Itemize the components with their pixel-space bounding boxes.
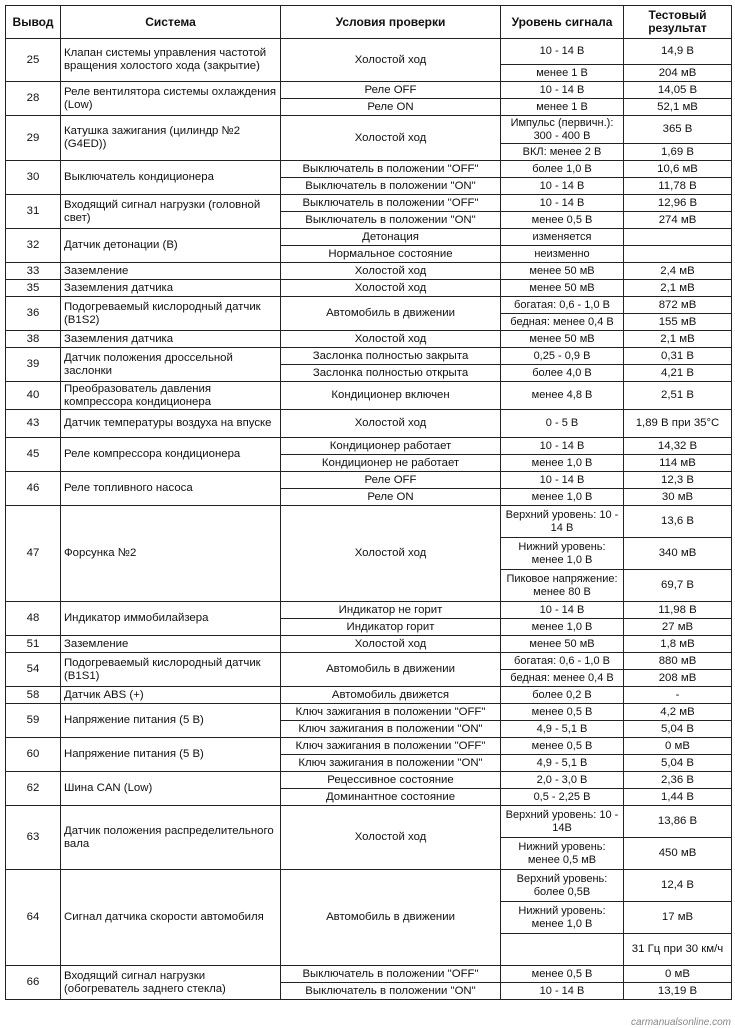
result-cell: 1,89 В при 35°С [624, 410, 732, 438]
system-cell: Входящий сигнал нагрузки (обогреватель заднего стекла) [61, 966, 281, 1000]
level-cell: неизменно [501, 246, 624, 263]
condition-cell: Автомобиль движется [281, 687, 501, 704]
level-cell: менее 50 мВ [501, 263, 624, 280]
table-row [6, 382, 732, 410]
table-row [6, 472, 732, 489]
pin-cell: 40 [6, 382, 61, 410]
level-cell: Пиковое напряжение: менее 80 В [501, 570, 624, 602]
condition-cell: Доминантное состояние [281, 789, 501, 806]
pin-cell: 64 [6, 870, 61, 966]
level-cell: менее 0,5 В [501, 966, 624, 983]
level-cell: более 4,0 В [501, 365, 624, 382]
system-cell: Заземление [61, 263, 281, 280]
table-row [6, 116, 732, 144]
result-cell: 2,51 В [624, 382, 732, 410]
level-cell: 10 - 14 В [501, 178, 624, 195]
table-row [6, 161, 732, 178]
table-row [6, 410, 732, 438]
system-cell: Заземление [61, 636, 281, 653]
result-cell: 1,69 В [624, 144, 732, 161]
condition-cell: Холостой ход [281, 39, 501, 82]
pin-cell: 59 [6, 704, 61, 738]
level-cell: Нижний уровень: менее 0,5 мВ [501, 838, 624, 870]
pin-cell: 35 [6, 280, 61, 297]
level-cell: 2,0 - 3,0 В [501, 772, 624, 789]
condition-cell: Ключ зажигания в положении "ON" [281, 755, 501, 772]
condition-cell: Кондиционер включен [281, 382, 501, 410]
system-cell: Клапан системы управления частотой вращения холостого хода (закрытие) [61, 39, 281, 82]
pin-cell: 66 [6, 966, 61, 1000]
result-cell: 14,32 В [624, 438, 732, 455]
level-cell: менее 0,5 В [501, 738, 624, 755]
level-cell: 4,9 - 5,1 В [501, 755, 624, 772]
result-cell: 0,31 В [624, 348, 732, 365]
result-cell: 13,86 В [624, 806, 732, 838]
result-cell: 2,1 мВ [624, 331, 732, 348]
level-cell: 0,5 - 2,25 В [501, 789, 624, 806]
level-cell: 10 - 14 В [501, 983, 624, 1000]
result-cell: 11,98 В [624, 602, 732, 619]
level-cell: 10 - 14 В [501, 438, 624, 455]
condition-cell: Ключ зажигания в положении "ON" [281, 721, 501, 738]
level-cell: более 0,2 В [501, 687, 624, 704]
table-row [6, 348, 732, 365]
result-cell: 450 мВ [624, 838, 732, 870]
pin-cell: 58 [6, 687, 61, 704]
result-cell: 69,7 В [624, 570, 732, 602]
result-cell: 2,36 В [624, 772, 732, 789]
result-cell: 155 мВ [624, 314, 732, 331]
condition-cell: Холостой ход [281, 263, 501, 280]
condition-cell: Нормальное состояние [281, 246, 501, 263]
condition-cell: Реле ON [281, 99, 501, 116]
result-cell: 872 мВ [624, 297, 732, 314]
result-cell: 11,78 В [624, 178, 732, 195]
header-result: Тестовый результат [624, 6, 732, 39]
system-cell: Реле вентилятора системы охлаждения (Low) [61, 82, 281, 116]
result-cell: 5,04 В [624, 721, 732, 738]
pin-cell: 62 [6, 772, 61, 806]
result-cell: 1,8 мВ [624, 636, 732, 653]
result-cell: 13,6 В [624, 506, 732, 538]
level-cell: 4,9 - 5,1 В [501, 721, 624, 738]
pin-cell: 30 [6, 161, 61, 195]
condition-cell: Холостой ход [281, 506, 501, 602]
condition-cell: Индикатор горит [281, 619, 501, 636]
level-cell: менее 50 мВ [501, 280, 624, 297]
pin-cell: 25 [6, 39, 61, 82]
level-cell: богатая: 0,6 - 1,0 В [501, 297, 624, 314]
pin-cell: 48 [6, 602, 61, 636]
condition-cell: Холостой ход [281, 116, 501, 161]
pin-cell: 36 [6, 297, 61, 331]
header-level: Уровень сигнала [501, 6, 624, 39]
level-cell: Нижний уровень: менее 1,0 В [501, 902, 624, 934]
pin-cell: 54 [6, 653, 61, 687]
level-cell: богатая: 0,6 - 1,0 В [501, 653, 624, 670]
condition-cell: Заслонка полностью открыта [281, 365, 501, 382]
condition-cell: Рецессивное состояние [281, 772, 501, 789]
result-cell: 4,2 мВ [624, 704, 732, 721]
condition-cell: Автомобиль в движении [281, 870, 501, 966]
condition-cell: Индикатор не горит [281, 602, 501, 619]
result-cell: 17 мВ [624, 902, 732, 934]
pin-cell: 60 [6, 738, 61, 772]
result-cell: 114 мВ [624, 455, 732, 472]
system-cell: Напряжение питания (5 В) [61, 704, 281, 738]
system-cell: Заземления датчика [61, 280, 281, 297]
level-cell: менее 1,0 В [501, 455, 624, 472]
level-cell: менее 4,8 В [501, 382, 624, 410]
table-row [6, 82, 732, 99]
pin-cell: 31 [6, 195, 61, 229]
system-cell: Входящий сигнал нагрузки (головной свет) [61, 195, 281, 229]
result-cell: 2,4 мВ [624, 263, 732, 280]
pin-cell: 43 [6, 410, 61, 438]
table-row [6, 738, 732, 755]
result-cell: 1,44 В [624, 789, 732, 806]
header-pin: Вывод [6, 6, 61, 39]
result-cell: 12,3 В [624, 472, 732, 489]
condition-cell: Выключатель в положении "ON" [281, 212, 501, 229]
condition-cell: Выключатель в положении "OFF" [281, 161, 501, 178]
result-cell: 0 мВ [624, 738, 732, 755]
system-cell: Датчик положения распределительного вала [61, 806, 281, 870]
level-cell: бедная: менее 0,4 В [501, 314, 624, 331]
system-cell: Реле компрессора кондиционера [61, 438, 281, 472]
condition-cell: Реле OFF [281, 472, 501, 489]
result-cell: 274 мВ [624, 212, 732, 229]
header-condition: Условия проверки [281, 6, 501, 39]
pin-cell: 28 [6, 82, 61, 116]
level-cell: 10 - 14 В [501, 195, 624, 212]
pin-cell: 46 [6, 472, 61, 506]
table-row [6, 653, 732, 670]
result-cell: 14,05 В [624, 82, 732, 99]
result-cell: 0 мВ [624, 966, 732, 983]
condition-cell: Холостой ход [281, 280, 501, 297]
condition-cell: Заслонка полностью закрыта [281, 348, 501, 365]
table-row [6, 602, 732, 619]
result-cell: 14,9 В [624, 39, 732, 65]
level-cell: менее 1,0 В [501, 489, 624, 506]
table-row [6, 772, 732, 789]
result-cell [624, 246, 732, 263]
signal-table [5, 5, 732, 1000]
level-cell: менее 50 мВ [501, 636, 624, 653]
condition-cell: Выключатель в положении "ON" [281, 178, 501, 195]
condition-cell: Реле ON [281, 489, 501, 506]
condition-cell: Ключ зажигания в положении "OFF" [281, 738, 501, 755]
condition-cell: Выключатель в положении "ON" [281, 983, 501, 1000]
table-row [6, 39, 732, 65]
condition-cell: Автомобиль в движении [281, 653, 501, 687]
result-cell: 208 мВ [624, 670, 732, 687]
level-cell: Верхний уровень: более 0,5В [501, 870, 624, 902]
table-row [6, 229, 732, 246]
level-cell: Верхний уровень: 10 - 14В [501, 806, 624, 838]
level-cell: менее 1 В [501, 99, 624, 116]
pin-cell: 29 [6, 116, 61, 161]
system-cell: Выключатель кондиционера [61, 161, 281, 195]
pin-cell: 47 [6, 506, 61, 602]
result-cell: 52,1 мВ [624, 99, 732, 116]
system-cell: Напряжение питания (5 В) [61, 738, 281, 772]
result-cell: 12,4 В [624, 870, 732, 902]
condition-cell: Ключ зажигания в положении "OFF" [281, 704, 501, 721]
system-cell: Датчик детонации (В) [61, 229, 281, 263]
system-cell: Шина CAN (Low) [61, 772, 281, 806]
result-cell: 12,96 В [624, 195, 732, 212]
system-cell: Подогреваемый кислородный датчик (B1S1) [61, 653, 281, 687]
pin-cell: 39 [6, 348, 61, 382]
level-cell: Импульс (первичн.): 300 - 400 В [501, 116, 624, 144]
result-cell: 31 Гц при 30 км/ч [624, 934, 732, 966]
level-cell: изменяется [501, 229, 624, 246]
level-cell: 10 - 14 В [501, 472, 624, 489]
result-cell: 4,21 В [624, 365, 732, 382]
result-cell: 204 мВ [624, 65, 732, 82]
condition-cell: Кондиционер не работает [281, 455, 501, 472]
table-row [6, 195, 732, 212]
result-cell: 365 В [624, 116, 732, 144]
table-row [6, 263, 732, 280]
system-cell: Катушка зажигания (цилиндр №2 (G4ED)) [61, 116, 281, 161]
system-cell: Заземления датчика [61, 331, 281, 348]
level-cell: 0,25 - 0,9 В [501, 348, 624, 365]
header-row [6, 6, 732, 39]
system-cell: Подогреваемый кислородный датчик (B1S2) [61, 297, 281, 331]
pin-cell: 51 [6, 636, 61, 653]
result-cell: 2,1 мВ [624, 280, 732, 297]
result-cell: 10,6 мВ [624, 161, 732, 178]
watermark: carmanualsonline.com [630, 1017, 731, 1028]
system-cell: Форсунка №2 [61, 506, 281, 602]
result-cell: 27 мВ [624, 619, 732, 636]
condition-cell: Холостой ход [281, 806, 501, 870]
level-cell: ВКЛ: менее 2 В [501, 144, 624, 161]
level-cell: менее 50 мВ [501, 331, 624, 348]
table-row [6, 704, 732, 721]
level-cell: 10 - 14 В [501, 82, 624, 99]
result-cell [624, 229, 732, 246]
pin-cell: 38 [6, 331, 61, 348]
condition-cell: Холостой ход [281, 331, 501, 348]
table-row [6, 806, 732, 838]
table-row [6, 280, 732, 297]
table-row [6, 506, 732, 538]
condition-cell: Реле OFF [281, 82, 501, 99]
level-cell: 10 - 14 В [501, 39, 624, 65]
result-cell: 30 мВ [624, 489, 732, 506]
table-row [6, 870, 732, 902]
table-row [6, 966, 732, 983]
level-cell: 0 - 5 В [501, 410, 624, 438]
system-cell: Датчик положения дроссельной заслонки [61, 348, 281, 382]
level-cell: бедная: менее 0,4 В [501, 670, 624, 687]
system-cell: Датчик температуры воздуха на впуске [61, 410, 281, 438]
level-cell: 10 - 14 В [501, 602, 624, 619]
level-cell: более 1,0 В [501, 161, 624, 178]
condition-cell: Холостой ход [281, 410, 501, 438]
level-cell: менее 0,5 В [501, 212, 624, 229]
result-cell: 5,04 В [624, 755, 732, 772]
condition-cell: Выключатель в положении "OFF" [281, 195, 501, 212]
result-cell: 13,19 В [624, 983, 732, 1000]
condition-cell: Кондиционер работает [281, 438, 501, 455]
header-system: Система [61, 6, 281, 39]
condition-cell: Холостой ход [281, 636, 501, 653]
level-cell: Верхний уровень: 10 - 14 В [501, 506, 624, 538]
table-container [5, 5, 731, 1000]
result-cell: 880 мВ [624, 653, 732, 670]
result-cell: - [624, 687, 732, 704]
system-cell: Датчик ABS (+) [61, 687, 281, 704]
level-cell: менее 0,5 В [501, 704, 624, 721]
condition-cell: Выключатель в положении "OFF" [281, 966, 501, 983]
system-cell: Реле топливного насоса [61, 472, 281, 506]
table-row [6, 297, 732, 314]
level-cell [501, 934, 624, 966]
level-cell: менее 1,0 В [501, 619, 624, 636]
pin-cell: 45 [6, 438, 61, 472]
result-cell: 340 мВ [624, 538, 732, 570]
table-row [6, 438, 732, 455]
system-cell: Индикатор иммобилайзера [61, 602, 281, 636]
pin-cell: 33 [6, 263, 61, 280]
table-row [6, 687, 732, 704]
condition-cell: Автомобиль в движении [281, 297, 501, 331]
system-cell: Преобразователь давления компрессора кондиционера [61, 382, 281, 410]
pin-cell: 32 [6, 229, 61, 263]
table-row [6, 331, 732, 348]
level-cell: менее 1 В [501, 65, 624, 82]
system-cell: Сигнал датчика скорости автомобиля [61, 870, 281, 966]
level-cell: Нижний уровень: менее 1,0 В [501, 538, 624, 570]
pin-cell: 63 [6, 806, 61, 870]
condition-cell: Детонация [281, 229, 501, 246]
table-row [6, 636, 732, 653]
